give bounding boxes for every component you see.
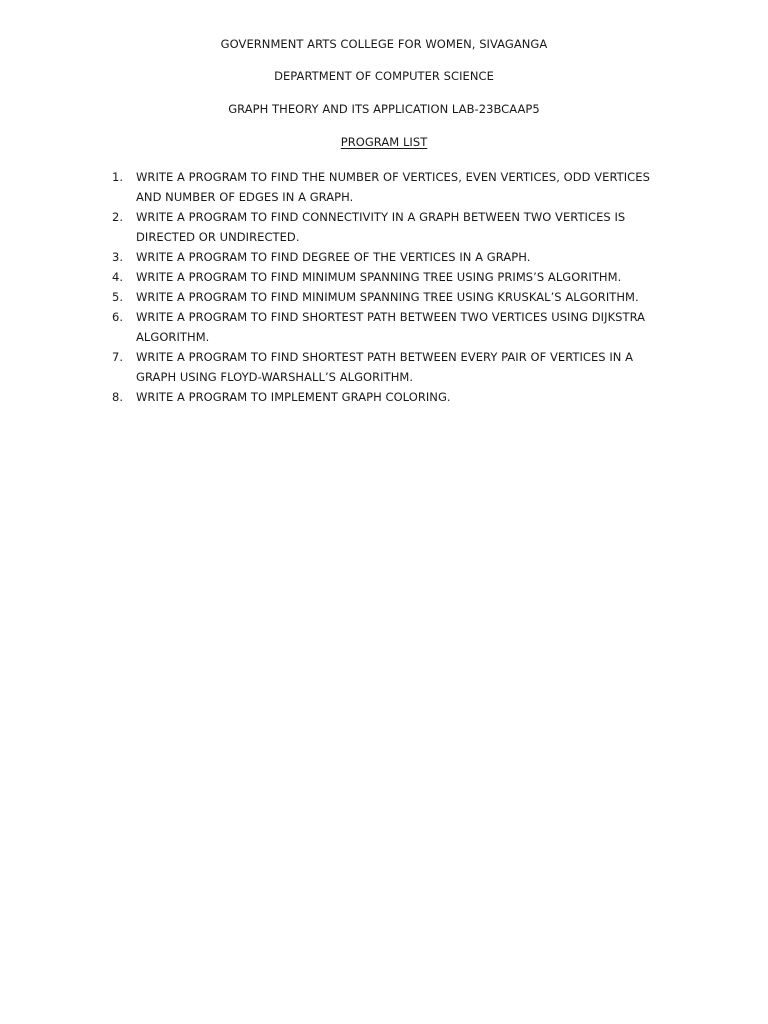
program-item-4: [0, 267, 768, 287]
program-number: 4.: [112, 270, 124, 284]
program-item-2: [0, 207, 768, 247]
program-number: 8.: [112, 390, 124, 404]
program-number: 6.: [112, 310, 124, 324]
college-name: GOVERNMENT ARTS COLLEGE FOR WOMEN, SIVAGANGA: [220, 37, 548, 51]
program-item-1: [0, 167, 768, 207]
program-number: 5.: [112, 290, 124, 304]
course-title: GRAPH THEORY AND ITS APPLICATION LAB-23BCAAP5: [228, 102, 540, 116]
program-item-8: [0, 387, 768, 407]
program-item-5: [0, 287, 768, 307]
department-name: DEPARTMENT OF COMPUTER SCIENCE: [274, 69, 494, 83]
program-text: WRITE A PROGRAM TO FIND THE NUMBER OF VERTICES, EVEN VERTICES, ODD VERTICES AND NUMBER OF EDGES IN A GRAPH.: [136, 170, 650, 204]
program-text: WRITE A PROGRAM TO FIND DEGREE OF THE VERTICES IN A GRAPH.: [136, 250, 531, 264]
program-text: WRITE A PROGRAM TO FIND SHORTEST PATH BETWEEN TWO VERTICES USING DIJKSTRA ALGORITHM.: [136, 310, 646, 344]
program-item-3: [0, 247, 768, 267]
program-item-6: [0, 307, 768, 347]
program-list: [0, 167, 768, 407]
program-list-title: PROGRAM LIST: [340, 135, 428, 149]
program-text: WRITE A PROGRAM TO IMPLEMENT GRAPH COLORING.: [136, 390, 451, 404]
program-number: 1.: [112, 170, 124, 184]
program-number: 7.: [112, 350, 124, 364]
program-number: 2.: [112, 210, 124, 224]
program-text: WRITE A PROGRAM TO FIND SHORTEST PATH BETWEEN EVERY PAIR OF VERTICES IN A GRAPH USING FLOYD-WARSHALL’S ALGORITHM.: [136, 350, 634, 384]
program-number: 3.: [112, 250, 124, 264]
program-text: WRITE A PROGRAM TO FIND MINIMUM SPANNING TREE USING PRIMS’S ALGORITHM.: [136, 270, 622, 284]
program-text: WRITE A PROGRAM TO FIND MINIMUM SPANNING TREE USING KRUSKAL’S ALGORITHM.: [136, 290, 639, 304]
program-item-7: [0, 347, 768, 387]
program-text: WRITE A PROGRAM TO FIND CONNECTIVITY IN A GRAPH BETWEEN TWO VERTICES IS DIRECTED OR UNDIRECTED.: [136, 210, 626, 244]
